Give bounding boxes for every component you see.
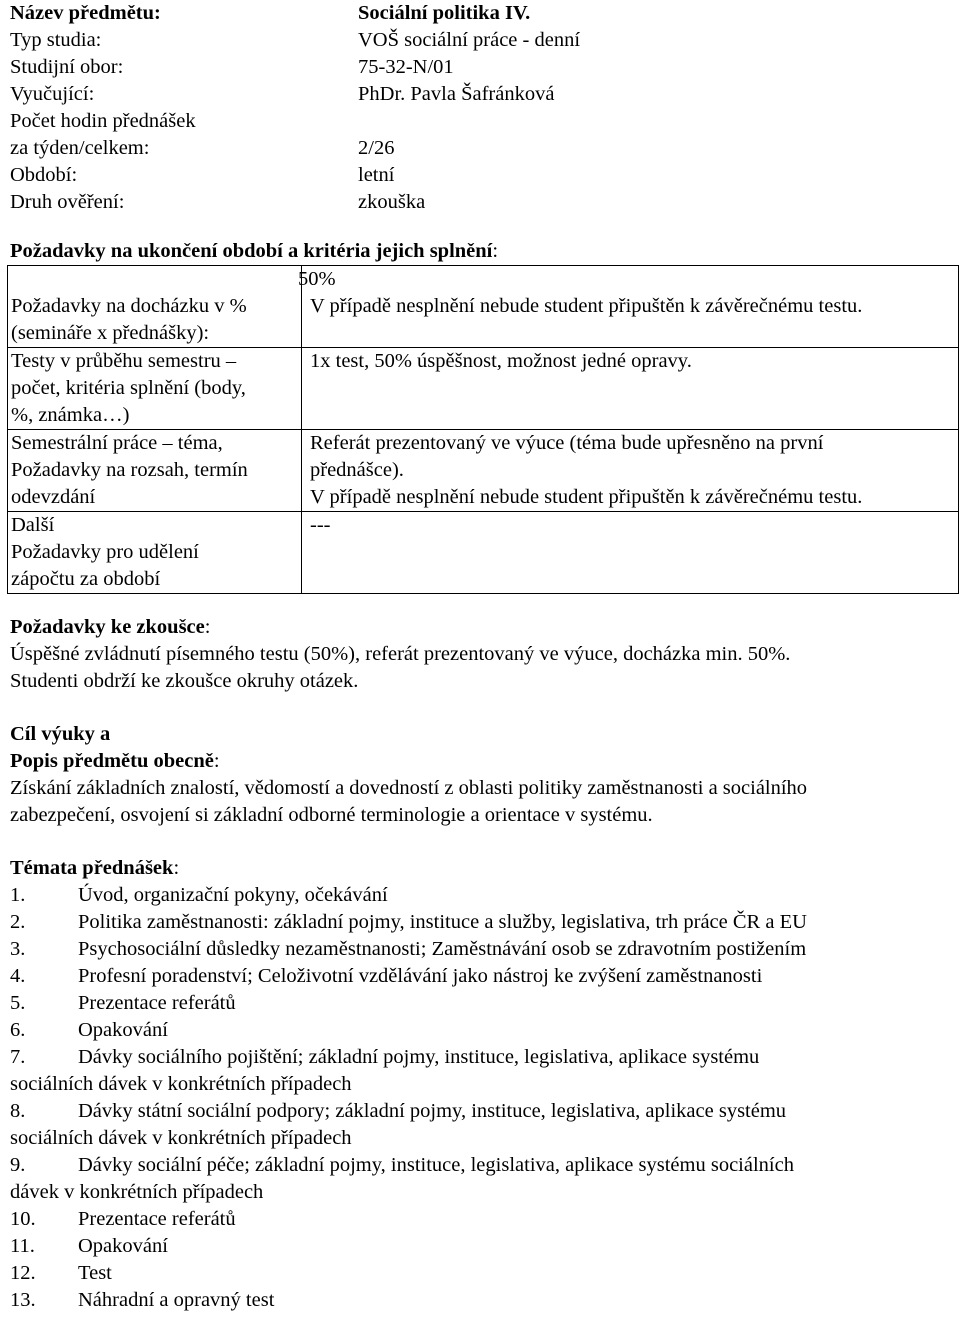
info-row [10, 108, 955, 135]
topic-text: Profesní poradenství; Celoživotní vzdělávání jako nástroj ke zvýšení zaměstnanosti [78, 965, 763, 987]
goal-heading-1: Cíl výuky a [10, 723, 111, 745]
topic-text: Úvod, organizační pokyny, očekávání [78, 884, 388, 906]
requirement-label-line: Požadavky na rozsah, termín [11, 459, 248, 481]
requirement-value-cell [302, 512, 959, 594]
info-row [10, 135, 955, 162]
requirements-row [8, 348, 959, 430]
topic-item [10, 963, 955, 990]
info-row [10, 162, 955, 189]
info-label: Název předmětu: [10, 2, 161, 24]
topic-item [10, 1017, 955, 1044]
topic-text: Prezentace referátů [78, 992, 236, 1014]
requirement-label-cell [8, 348, 302, 430]
info-label: Vyučující: [10, 83, 95, 105]
requirements-heading-colon: : [492, 240, 499, 262]
info-label: za týden/celkem: [10, 137, 150, 159]
info-row [10, 0, 955, 27]
topic-number: 10. [10, 1208, 36, 1230]
info-label: Typ studia: [10, 29, 102, 51]
topic-item [10, 1152, 955, 1206]
exam-heading: Požadavky ke zkoušce [10, 616, 205, 638]
requirement-label-cell [8, 512, 302, 594]
goal-line: zabezpečení, osvojení si základní odborné terminologie a orientace v systému. [10, 804, 653, 826]
topic-number: 1. [10, 884, 26, 906]
topic-item [10, 882, 955, 909]
requirement-value-cell [302, 348, 959, 430]
requirement-label-line: Testy v průběhu semestru – [11, 350, 237, 372]
topic-text: Dávky sociálního pojištění; základní pojmy, instituce, legislativa, aplikace systému [78, 1046, 760, 1068]
topics-section: Témata přednášek: 1. Úvod, organizační pokyny, očekávání 2. Politika zaměstnanosti: základní pojmy, instituce a služby, legislativa, trh práce ČR a EU 3. Psychosociální důsledky nezaměstnanosti; Zaměstnávání osob se zdravotním postižením 4. Profesní poradenství; Celoživotní vzdělávání jako nástroj ke zvýšení zaměstnanosti 5. Prezentace referátů 6. Opakování 7. Dávky sociálního pojištění; základní pojmy, instituce, legislativa, aplikace systému sociálních dávek v konkrétních případech 8. Dávky státní sociální podpory; základní pojmy, instituce, legislativa, aplikace systému sociálních dávek v konkrétních případech 9. Dávky sociální péče; základní pojmy, instituce, legislativa, aplikace systému sociálních dávek v konkrétních případech 10. Prezentace referátů 11. Opakování 12. Test 13. Náhradní a opravný test [10, 855, 955, 1314]
topic-item [10, 990, 955, 1017]
topic-number: 9. [10, 1154, 26, 1176]
requirement-label-line: Semestrální práce – téma, [11, 432, 223, 454]
topic-item [10, 1260, 955, 1287]
requirements-heading-text: Požadavky na ukončení období a kritéria jejich splnění [10, 240, 493, 262]
topic-number: 12. [10, 1262, 36, 1284]
topic-number: 7. [10, 1046, 26, 1068]
info-label: Druh ověření: [10, 191, 125, 213]
topic-number: 11. [10, 1235, 35, 1257]
info-value: PhDr. Pavla Šafránková [358, 83, 555, 105]
topic-number: 4. [10, 965, 26, 987]
topic-item [10, 909, 955, 936]
requirement-label-line: počet, kritéria splnění (body, [11, 377, 246, 399]
info-value: letní [358, 164, 395, 186]
topic-number: 5. [10, 992, 26, 1014]
exam-line: Studenti obdrží ke zkoušce okruhy otázek. [10, 670, 359, 692]
requirement-value-cell [302, 430, 959, 512]
requirement-label-line: %, známka…) [11, 404, 130, 426]
requirement-value-line: --- [310, 514, 331, 536]
topic-item [10, 1098, 955, 1152]
requirements-heading [10, 238, 955, 265]
info-value: Sociální politika IV. [358, 2, 531, 24]
info-row [10, 54, 955, 81]
requirement-value-line: V případě nesplnění nebude student připuštěn k závěrečnému testu. [310, 486, 863, 508]
topic-text-continued: dávek v konkrétních případech [10, 1181, 264, 1203]
info-row [10, 81, 955, 108]
topic-text-continued: sociálních dávek v konkrétních případech [10, 1073, 352, 1095]
requirement-label-line: Požadavky pro udělení [11, 541, 199, 563]
info-value: zkouška [358, 191, 426, 213]
info-value: 2/26 [358, 137, 395, 159]
requirement-label-cell [8, 266, 302, 348]
requirements-row [8, 266, 959, 348]
topic-number: 8. [10, 1100, 26, 1122]
topic-item [10, 936, 955, 963]
topic-text: Test [78, 1262, 112, 1284]
requirement-label-line: zápočtu za období [11, 568, 161, 590]
requirement-label-line: odevzdání [11, 486, 96, 508]
requirement-label-line: Další [11, 514, 55, 536]
topic-text: Prezentace referátů [78, 1208, 236, 1230]
requirement-value-line: přednášce). [310, 459, 404, 481]
topic-number: 3. [10, 938, 26, 960]
topic-item [10, 1233, 955, 1260]
requirement-label-line: (semináře x přednášky): [11, 322, 210, 344]
requirement-value-line: V případě nesplnění nebude student připuštěn k závěrečnému testu. [310, 295, 863, 317]
requirements-table [7, 265, 959, 594]
topics-heading: Témata přednášek [10, 857, 174, 879]
requirement-label-line: Požadavky na docházku v % [11, 295, 247, 317]
course-info [10, 0, 955, 216]
topics-list [10, 882, 955, 1314]
topic-number: 2. [10, 911, 26, 933]
info-row [10, 27, 955, 54]
info-label: Počet hodin přednášek [10, 110, 196, 132]
goal-line: Získání základních znalostí, vědomostí a dovedností z oblasti politiky zaměstnanosti a sociálního [10, 777, 808, 799]
info-label: Období: [10, 164, 78, 186]
topic-text: Dávky sociální péče; základní pojmy, instituce, legislativa, aplikace systému sociálních [78, 1154, 794, 1176]
info-row [10, 189, 955, 216]
topic-number: 6. [10, 1019, 26, 1041]
topic-text: Opakování [78, 1019, 168, 1041]
topic-item [10, 1206, 955, 1233]
requirements-row [8, 430, 959, 512]
topic-item [10, 1287, 955, 1314]
info-value: 75-32-N/01 [358, 56, 454, 78]
topic-text: Psychosociální důsledky nezaměstnanosti; Zaměstnávání osob se zdravotním postižením [78, 938, 807, 960]
info-label: Studijní obor: [10, 56, 124, 78]
requirement-label-cell [8, 430, 302, 512]
topic-item [10, 1044, 955, 1098]
requirements-row [8, 512, 959, 594]
course-syllabus [10, 0, 955, 1314]
exam-line: Úspěšné zvládnutí písemného testu (50%), referát prezentovaný ve výuce, docházka min. 50%. [10, 643, 791, 665]
topic-text: Dávky státní sociální podpory; základní pojmy, instituce, legislativa, aplikace systému [78, 1100, 787, 1122]
topic-text: Náhradní a opravný test [78, 1289, 275, 1311]
goal-heading-2: Popis předmětu obecně [10, 750, 214, 772]
goal-section: Cíl výuky a Popis předmětu obecně: Získání základních znalostí, vědomostí a dovedností z oblasti politiky zaměstnanosti a sociálního zabezpečení, osvojení si základní odborné terminologie a orientace v systému. [10, 721, 955, 829]
requirement-value-line: 50% [298, 268, 336, 290]
topic-text: Politika zaměstnanosti: základní pojmy, instituce a služby, legislativa, trh práce ČR a EU [78, 911, 807, 933]
topic-text: Opakování [78, 1235, 168, 1257]
requirement-value-cell [298, 266, 959, 348]
topic-text-continued: sociálních dávek v konkrétních případech [10, 1127, 352, 1149]
requirement-value-line: 1x test, 50% úspěšnost, možnost jedné opravy. [310, 350, 692, 372]
exam-section: Požadavky ke zkoušce: Úspěšné zvládnutí písemného testu (50%), referát prezentovaný ve výuce, docházka min. 50%. Studenti obdrží ke zkoušce okruhy otázek. [10, 614, 955, 695]
info-value: VOŠ sociální práce - denní [358, 29, 581, 51]
topic-number: 13. [10, 1289, 36, 1311]
requirement-value-line: Referát prezentovaný ve výuce (téma bude upřesněno na první [310, 432, 824, 454]
